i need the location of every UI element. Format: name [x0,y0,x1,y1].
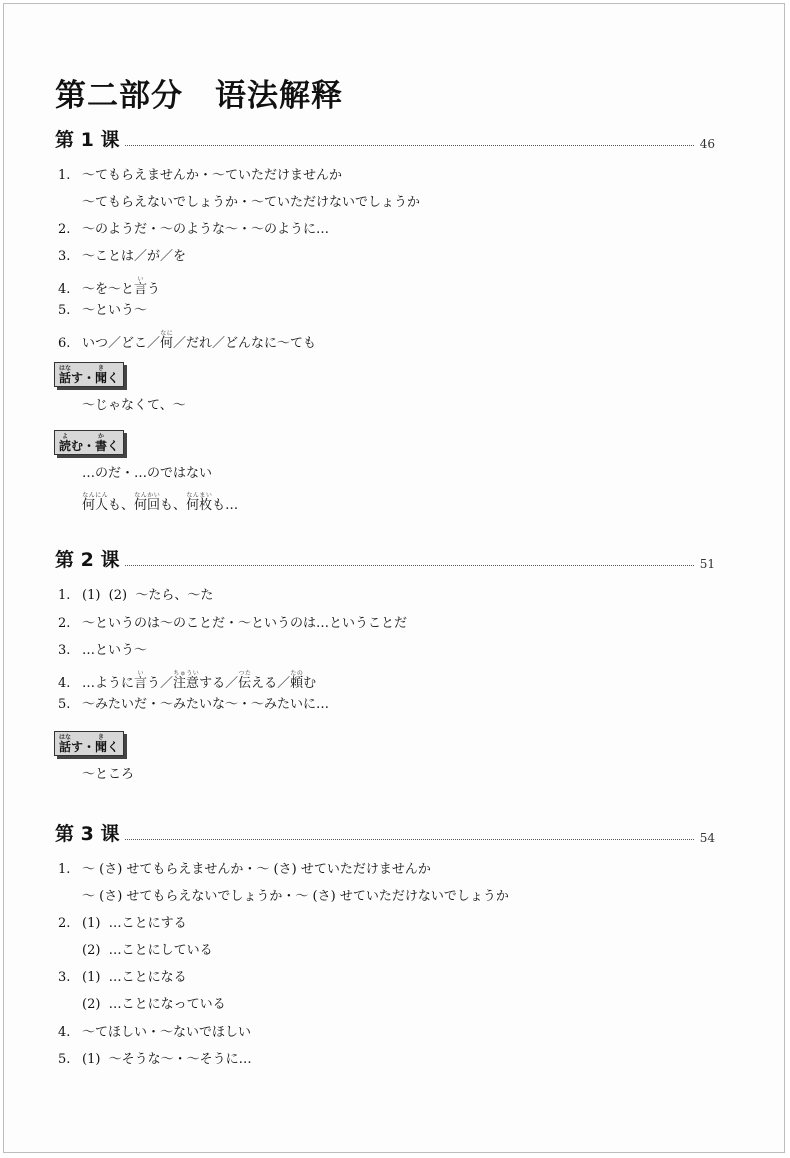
furigana-word: 言い [134,276,148,297]
item-number: 5. [58,303,71,318]
item-text: う [147,282,161,297]
page-number: 51 [699,557,715,571]
list-item: ～ところ [82,767,135,782]
lesson-2-heading [55,544,715,572]
lesson-1-heading [55,124,715,152]
list-item: 3. (1) …ことになる [58,970,187,985]
list-item: (2) …ことになっている [82,997,226,1012]
lesson-title: 第 3 课 [55,823,120,845]
section-badge-speak-listen: 話はなす・聞きく [54,731,124,756]
list-item [82,195,420,211]
list-item [58,249,186,265]
list-item: ～ (さ) せてもらえないでしょうか・～ (さ) せていただけないでしょうか [82,889,509,904]
item-text: ～という～ [82,303,148,318]
item-text: ～てもらえませんか・～ていただけませんか [82,168,343,183]
item-number: 1. [58,168,71,183]
item-number: 6. [58,336,71,351]
list-item: 5. ～みたいだ・～みたいな～・～みたいに… [58,697,330,712]
dot-leader [125,145,693,146]
list-item [58,330,316,352]
item-number: 3. [58,249,71,264]
dot-leader [125,839,693,840]
list-item: 3. …という～ [58,643,148,658]
item-number: 2. [58,222,71,237]
section-badge-read-write: 読よむ・書かく [54,430,124,455]
item-text: ～てもらえないでしょうか・～ていただけないでしょうか [82,195,421,210]
dot-leader [125,565,693,566]
list-item: …のだ・…のではない [82,466,213,481]
item-text: ～を～と [82,282,135,297]
page-title: 第二部分 语法解释 [55,78,343,114]
list-item: 4. …ように言いう／注意ちゅういする／伝つたえる／頼たのむ [58,670,317,691]
lesson-title: 第 2 课 [55,549,120,571]
item-number: 4. [58,282,71,297]
page-number: 54 [699,831,715,845]
list-item: 2. (1) …ことにする [58,916,187,931]
lesson-title: 第 1 课 [55,129,120,151]
list-item: 5. (1) ～そうな～・～そうに… [58,1052,252,1067]
item-text: ～のようだ・～のような～・～のように… [82,222,330,237]
item-text: ／だれ／どんなに～ても [173,336,317,351]
item-text: ～ことは／が／を [82,249,187,264]
section-badge-speak-listen: 話はなす・聞きく [54,362,124,387]
list-item: 2. ～というのは～のことだ・～というのは…ということだ [58,616,408,631]
list-item [58,168,342,184]
list-item [58,276,160,298]
list-item [58,303,147,319]
page-number: 46 [699,137,715,151]
list-item [58,222,329,238]
list-item: 1. (1) (2) ～たら、～た [58,588,214,603]
list-item: 何人なんにんも、何回なんかいも、何枚なんまいも… [82,492,239,513]
list-item: (2) …ことにしている [82,943,213,958]
list-item: 1. ～ (さ) せてもらえませんか・～ (さ) せていただけませんか [58,862,431,877]
lesson-3-heading [55,818,715,846]
list-item: ～じゃなくて、～ [82,398,186,413]
list-item: 4. ～てほしい・～ないでほしい [58,1025,252,1040]
furigana-word: 何なに [160,330,174,351]
item-text: いつ／どこ／ [82,336,161,351]
